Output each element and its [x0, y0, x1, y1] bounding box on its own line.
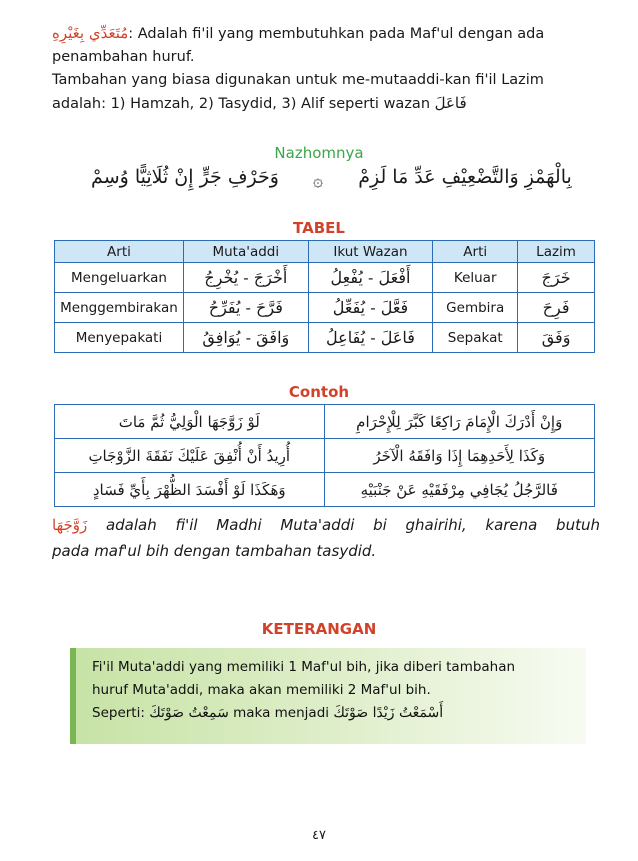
explanation-line-1 [52, 512, 600, 538]
intro-line-1-text: : Adalah fi'il yang membutuhkan pada Maf'ul dengan ada [128, 26, 545, 42]
cell-wazan: فَعَّلَ - يُفَعِّلُ [308, 293, 433, 323]
cell-mutaaddi: أَخْرَجَ - يُخْرِجُ [183, 263, 308, 293]
cell-arti: Menggembirakan [55, 293, 184, 323]
table-row [55, 405, 595, 439]
cell-wazan: فَاعَلَ - يُفَاعِلُ [308, 323, 433, 353]
keterangan-content [76, 648, 586, 725]
table-row [55, 293, 595, 323]
page-number: ٤٧ [312, 828, 326, 843]
cell-arti-lazim: Keluar [433, 263, 518, 293]
intro-line-4-text: adalah: 1) Hamzah, 2) Tasydid, 3) Alif seperti wazan [52, 96, 431, 112]
cell-wazan: أَفْعَلَ - يُفْعِلُ [308, 263, 433, 293]
keterangan-example-2: أَسْمَعْتُ زَيْدًا صَوْتَكَ [333, 705, 444, 721]
intro-term-arabic: مُتَعَدِّي بِغَيْرِهِ [52, 24, 129, 42]
contoh-right-cell: أُرِيدُ أَنْ أُنْفِقَ عَلَيْكَ نَفَقَةَ الزَّوْجَاتِ [55, 439, 325, 473]
nazhom-left-verse: وَحَرْفِ جَرٍّ إِنْ ثُلَاثِيًّا وُسِمْ [91, 166, 279, 188]
intro-line-1 [52, 22, 612, 46]
cell-lazim: فَرِحَ [518, 293, 595, 323]
keterangan-box [70, 648, 586, 744]
keterangan-line-3 [92, 702, 586, 725]
cell-lazim: وَفَقَ [518, 323, 595, 353]
contoh-left-cell: وَكَذَا لِأَحَدِهِمَا إِذَا وَافَقَهُ الْآخَرُ [324, 439, 595, 473]
explanation-word-arabic: زَوَّجَهَا [52, 516, 88, 534]
header-mutaaddi: Muta'addi [183, 241, 308, 263]
cell-arti: Mengeluarkan [55, 263, 184, 293]
keterangan-maka-menjadi: maka menjadi [233, 705, 330, 721]
cell-mutaaddi: فَرَّحَ - يُفَرِّحُ [183, 293, 308, 323]
keterangan-seperti: Seperti: [92, 705, 145, 721]
cell-mutaaddi: وَافَقَ - يُوَافِقُ [183, 323, 308, 353]
explanation-line-2: pada maf'ul bih dengan tambahan tasydid. [52, 542, 377, 560]
table-row [55, 323, 595, 353]
cell-arti-lazim: Gembira [433, 293, 518, 323]
tabel-title: TABEL [293, 219, 345, 237]
explanation-paragraph [52, 512, 600, 564]
contoh-right-cell: وَهَكَذَا لَوْ أَفْسَدَ الظُّهْرَ بِأَيِّ فَسَادٍ [55, 473, 325, 507]
contoh-left-cell: وَإِنْ أَدْرَكَ الْإِمَامَ رَاكِعًا كَبَّرَ لِلْإِحْرَامِ [324, 405, 595, 439]
keterangan-line-2: huruf Muta'addi, maka akan memiliki 2 Maf'ul bih. [92, 682, 431, 698]
header-arti-lazim: Arti [433, 241, 518, 263]
cell-lazim: خَرَجَ [518, 263, 595, 293]
keterangan-example-1: سَمِعْتُ صَوْتَكَ [149, 705, 229, 721]
verb-table-header [55, 241, 595, 263]
header-lazim: Lazim [518, 241, 595, 263]
contoh-title: Contoh [288, 383, 350, 401]
table-row [55, 473, 595, 507]
header-arti: Arti [55, 241, 184, 263]
table-row [55, 263, 595, 293]
explanation-line-1-text: adalah fi'il Madhi Muta'addi bi ghairihi, karena butuh [105, 516, 600, 534]
contoh-table [54, 404, 595, 507]
intro-line-4 [52, 92, 612, 116]
nazhom-title: Nazhomnya [274, 144, 364, 162]
intro-paragraph [52, 22, 612, 116]
intro-line-3: Tambahan yang biasa digunakan untuk me-mutaaddi-kan fi'il Lazim [52, 72, 544, 88]
keterangan-line-1: Fi'il Muta'addi yang memiliki 1 Maf'ul bih, jika diberi tambahan [92, 659, 516, 675]
header-ikut-wazan: Ikut Wazan [308, 241, 433, 263]
intro-line-2: penambahan huruf. [52, 49, 195, 65]
verb-table [54, 240, 595, 353]
nazhom-separator: ۞ [313, 171, 323, 191]
cell-arti-lazim: Sepakat [433, 323, 518, 353]
intro-line-4-arabic: فَاعَلَ [434, 94, 467, 112]
cell-arti: Menyepakati [55, 323, 184, 353]
table-row [55, 439, 595, 473]
contoh-right-cell: لَوْ زَوَّجَهَا الْوَلِيُّ ثُمَّ مَاتَ [55, 405, 325, 439]
contoh-left-cell: فَالرَّجُلُ يُجَافِي مِرْفَقَيْهِ عَنْ جَنْبَيْهِ [324, 473, 595, 507]
nazhom-right-verse: بِالْهَمْزِ وَالتَّضْعِيْفِ عَدِّ مَا لَزِمْ [358, 166, 572, 188]
keterangan-title: KETERANGAN [261, 620, 377, 638]
